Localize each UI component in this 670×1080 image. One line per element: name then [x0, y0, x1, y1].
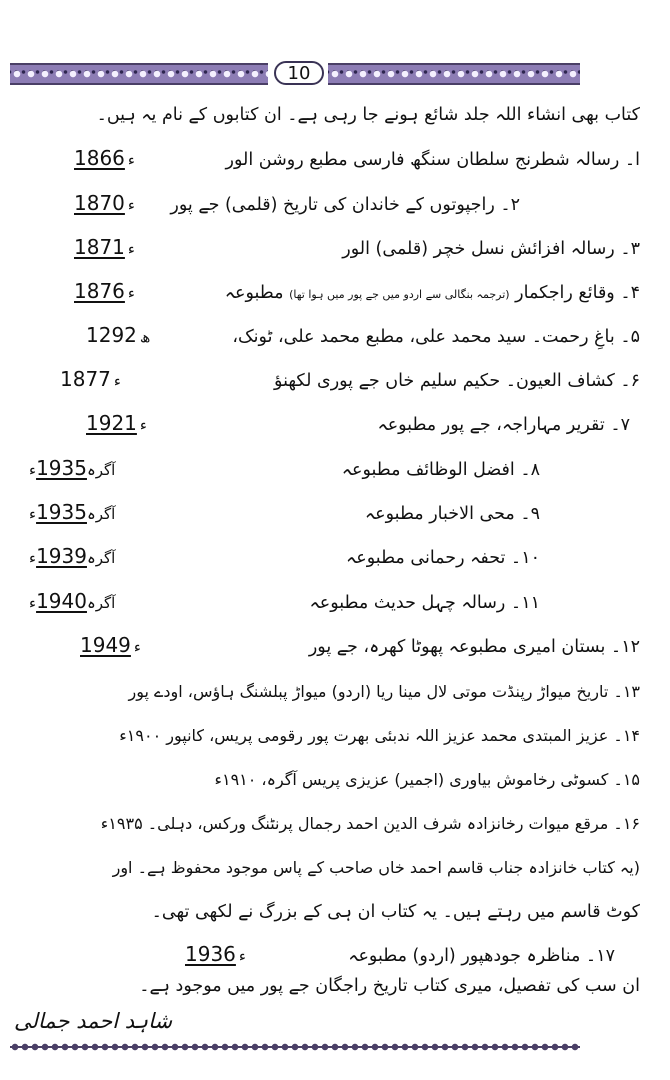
item-year-suffix: ء — [29, 549, 37, 567]
page-number: 10 — [274, 61, 324, 85]
item-status: مطبوعہ — [224, 283, 284, 303]
item-year-suffix: ء — [127, 284, 135, 302]
list-item-date — [86, 409, 147, 439]
item-year-suffix: ء — [29, 594, 37, 612]
list-item-date — [74, 144, 135, 174]
page-header-ornament — [10, 61, 580, 85]
item-title: ۴۔ وقائع راجکمار — [515, 283, 640, 303]
list-item-date — [80, 631, 141, 661]
list-item-text: ۹۔ محی الاخبار مطبوعہ — [364, 504, 540, 524]
item-year: 1876 — [74, 279, 125, 303]
list-item-text: ۶۔ کشاف العیون۔ حکیم سلیم خاں جے پوری لکھنؤ — [274, 371, 640, 391]
list-item-date — [26, 587, 119, 617]
list-item-text — [225, 279, 640, 309]
item-year: 1949 — [80, 633, 131, 657]
item-place: آگرہ — [86, 549, 116, 567]
item-place: آگرہ — [86, 505, 116, 523]
list-item-text: ۱۱۔ رسالہ چہل حدیث مطبوعہ — [309, 593, 540, 613]
list-item-text: ا۔ رسالہ شطرنج سلطان سنگھ فارسی مطبع روشن الور — [225, 150, 640, 170]
item-year: 1935 — [36, 456, 87, 480]
list-item-text: ۱۷۔ مناظرہ جودھپور (اردو) مطبوعہ — [348, 946, 615, 966]
item-year-suffix: ء — [238, 947, 246, 965]
list-item-date — [74, 189, 135, 219]
item-year-suffix: ء — [139, 416, 147, 434]
list-item-text: ۱۵۔ کسوٹی رخاموش بیاوری (اجمیر) عزیزی پریس آگرہ، ۱۹۱۰ء — [214, 770, 640, 789]
list-item-text: ۱۰۔ تحفہ رحمانی مطبوعہ — [346, 548, 540, 568]
list-item-note: کوٹ قاسم میں رہتے ہیں۔ یہ کتاب ان ہی کے بزرگ نے لکھی تھی۔ — [151, 902, 640, 922]
item-place: آگرہ — [86, 594, 116, 612]
intro-line: کتاب بھی انشاء اللہ جلد شائع ہونے جا رہی ہے۔ ان کتابوں کے نام یہ ہیں۔ — [96, 105, 640, 125]
list-item-text: ۱۲۔ بستان امیری مطبوعہ پھوٹا کھرہ، جے پور — [308, 637, 640, 657]
item-year-suffix: ء — [127, 151, 135, 169]
item-note: (ترجمہ بنگالی سے اردو میں جے پور میں ہوا تھا) — [289, 288, 510, 301]
author-signature: شاہد احمد جمالی — [14, 1009, 173, 1033]
list-item-text: ۱۶۔ مرقع میوات رخانزادہ شرف الدین احمد رجمال پرنٹنگ ورکس، دہلی۔ ۱۹۳۵ء — [100, 814, 640, 833]
item-year-suffix: ء — [113, 372, 121, 390]
list-item-text: ۸۔ افضل الوظائف مطبوعہ — [341, 460, 540, 480]
item-year: 1940 — [36, 589, 87, 613]
list-item-date — [26, 498, 119, 528]
list-item-text: ۱۴۔ عزیز المبتدی محمد عزیز اللہ ندبئی بھرت پور رقومی پریس، کانپور ۱۹۰۰ء — [119, 726, 640, 745]
list-item-date — [26, 454, 119, 484]
list-item-text: ۳۔ رسالہ افزائش نسل خچر (قلمی) الور — [342, 239, 640, 259]
list-item-text: ۷۔ تقریر مہاراجہ، جے پور مطبوعہ — [377, 415, 630, 435]
closing-line: ان سب کی تفصیل، میری کتاب تاریخ راجگان جے پور میں موجود ہے۔ — [139, 976, 640, 996]
item-year-suffix: ء — [127, 196, 135, 214]
item-year-suffix: ء — [29, 461, 37, 479]
item-year: 1921 — [86, 411, 137, 435]
item-year: 1877 — [60, 367, 111, 391]
header-ornament-left — [10, 63, 268, 85]
item-year-suffix: ء — [133, 638, 141, 656]
item-year: 1866 — [74, 146, 125, 170]
list-item-date — [86, 321, 150, 351]
item-year: 1936 — [185, 942, 236, 966]
list-item-text: ۵۔ باغِ رحمت۔ سید محمد علی، مطبع محمد علی، ٹونک، — [232, 327, 640, 347]
list-item-date — [74, 277, 135, 307]
list-item-date — [26, 542, 119, 572]
footer-ornament-rule — [10, 1043, 580, 1051]
item-year: 1870 — [74, 191, 125, 215]
list-item-text: ۲۔ راجپوتوں کے خاندان کی تاریخ (قلمی) جے پور — [170, 195, 520, 215]
list-item-date — [74, 233, 135, 263]
item-year: 1935 — [36, 500, 87, 524]
list-item-date — [185, 940, 246, 970]
list-item-date — [60, 365, 121, 395]
item-place: آگرہ — [86, 461, 116, 479]
list-item-note: (یہ کتاب خانزادہ جناب قاسم احمد خاں صاحب کے پاس موجود محفوظ ہے۔ اور — [112, 858, 640, 877]
list-item-text: ۱۳۔ تاریخ میواڑ رپنڈت موتی لال مینا ریا (اردو) میواڑ پبلشنگ ہاؤس، اودے پور — [128, 682, 640, 701]
item-year-suffix: ھ — [139, 328, 151, 346]
item-year: 1292 — [86, 323, 137, 347]
item-year-suffix: ء — [127, 240, 135, 258]
item-year-suffix: ء — [29, 505, 37, 523]
item-year: 1939 — [36, 544, 87, 568]
item-year: 1871 — [74, 235, 125, 259]
header-ornament-right — [328, 63, 580, 85]
